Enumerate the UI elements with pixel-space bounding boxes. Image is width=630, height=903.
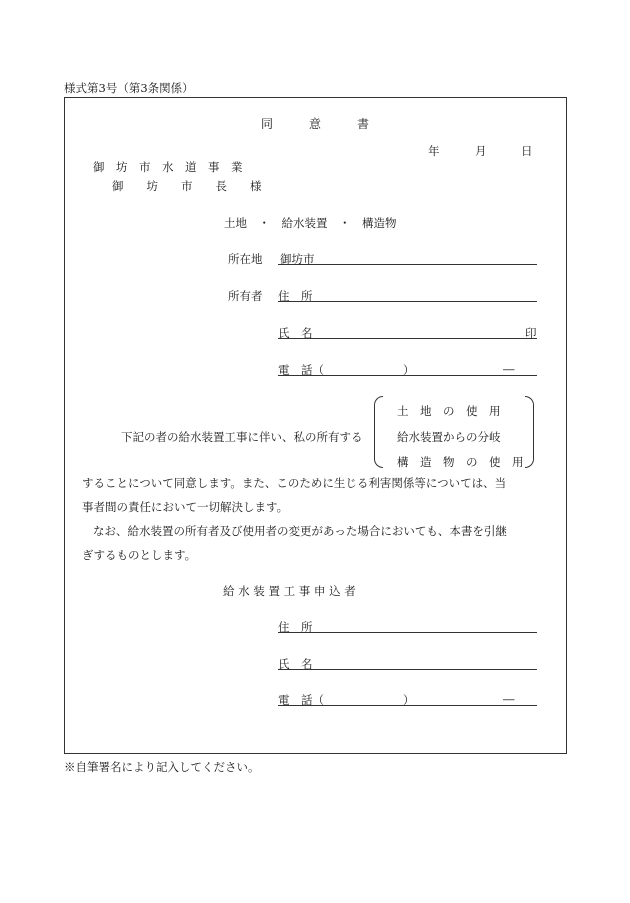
usage-options-brace [374,396,534,468]
body-line4: ぎするものとします。 [82,548,197,562]
category-line: 土地 ・ 給水装置 ・ 構造物 [224,216,397,230]
location-underline [278,264,537,265]
body-line3: なお、給水装置の所有者及び使用者の変更があった場合においても、本書を引継 [93,524,507,538]
right-brace-icon [525,396,534,468]
form-label: 様式第3号（第3条関係） [64,81,194,95]
seal-mark: 印 [525,326,537,340]
footnote: ※自筆署名により記入してください。 [64,760,260,774]
owner-label: 所有者 [228,289,263,303]
body-line1: することについて同意します。また、このために生じる利害関係等については、当 [82,476,507,490]
left-brace-icon [374,396,383,468]
owner-name-underline[interactable] [278,338,537,339]
location-label: 所在地 [228,252,263,266]
applicant-address-underline[interactable] [278,632,537,633]
document-title: 同 意 書 [261,117,370,131]
owner-phone-close: ） [403,363,415,377]
applicant-phone-label: 電 話（ [278,693,324,707]
applicant-phone-close: ） [403,693,415,707]
applicant-phone-underline[interactable] [278,705,537,706]
applicant-name-underline[interactable] [278,669,537,670]
date-month: 月 [475,144,487,158]
recipient-line1: 御 坊 市 水 道 事 業 [93,160,243,174]
applicant-address-label: 住 所 [278,620,313,634]
owner-phone-label: 電 話（ [278,363,324,377]
owner-name-label: 氏 名 [278,326,313,340]
date-day: 日 [521,144,533,158]
owner-phone-dash: ― [503,362,515,376]
body-intro: 下記の者の給水装置工事に伴い、私の所有する [121,430,363,444]
option-structure-use[interactable]: 構 造 物 の 使 用 [397,455,524,469]
owner-address-label: 住 所 [278,289,313,303]
applicant-name-label: 氏 名 [278,657,313,671]
applicant-phone-dash: ― [503,692,515,706]
recipient-line2: 御 坊 市 長 様 [112,179,262,193]
body-line2: 事者間の責任において一切解決します。 [82,500,289,514]
option-land-use[interactable]: 土 地 の 使 用 [397,404,501,418]
date-year: 年 [428,144,440,158]
option-branch-supply[interactable]: 給水装置からの分岐 [397,430,501,444]
owner-phone-underline[interactable] [278,375,537,376]
location-value[interactable]: 御坊市 [280,252,315,266]
applicant-heading: 給 水 装 置 工 事 申 込 者 [223,584,356,598]
owner-address-underline[interactable] [278,301,537,302]
